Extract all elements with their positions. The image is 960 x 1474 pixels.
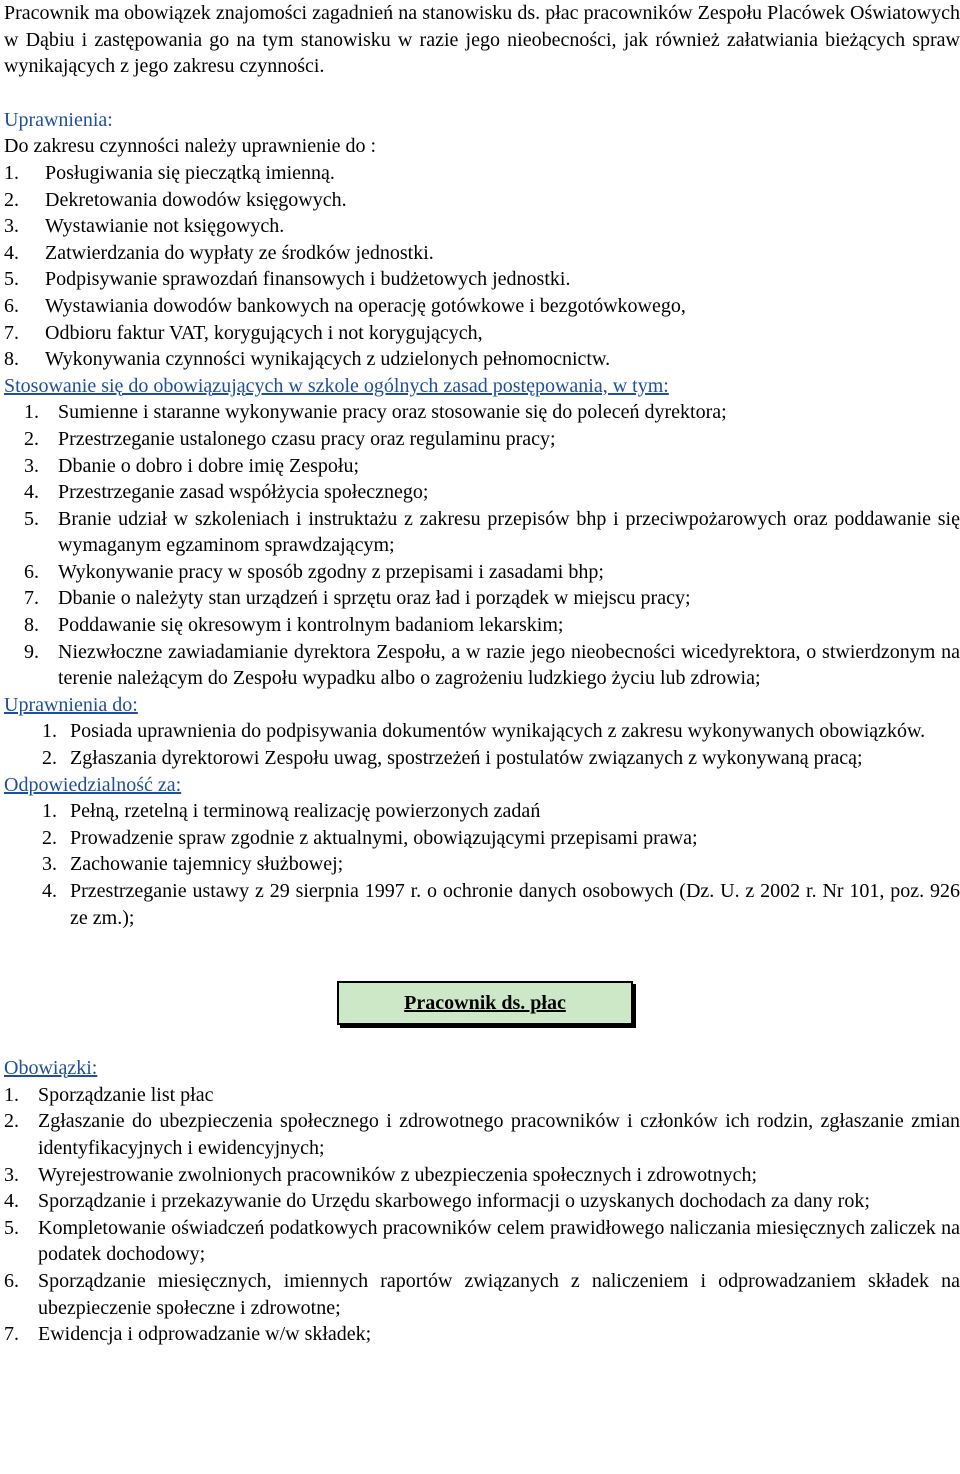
item-number: 8.: [4, 348, 19, 371]
item-text: Branie udział w szkoleniach i instruktażu z zakresu przepisów bhp i przeciwpożarowych oraz poddawanie się wymaganym egzaminom sprawdzającym;: [58, 507, 960, 557]
list-item: [4, 1162, 960, 1189]
spacer: [4, 80, 960, 107]
list-item: [4, 612, 960, 639]
list-item: [4, 266, 960, 293]
list-item: [4, 585, 960, 612]
item-text: Posiada uprawnienia do podpisywania dokumentów wynikających z zakresu wykonywanych obowiązków.: [70, 720, 926, 743]
item-number: 7.: [4, 1323, 19, 1346]
obowiazki-list: [4, 1082, 960, 1348]
list-item: [4, 1108, 960, 1161]
item-number: 9.: [24, 640, 39, 663]
item-number: 2.: [24, 427, 39, 450]
item-text: Sumienne i staranne wykonywanie pracy oraz stosowanie się do poleceń dyrektora;: [58, 401, 727, 424]
spacer: [4, 1025, 960, 1055]
list-item: [4, 639, 960, 692]
obowiazki-heading: Obowiązki:: [4, 1057, 98, 1080]
item-text: Wykonywania czynności wynikających z udzielonych pełnomocnictw.: [45, 348, 611, 371]
uprawnienia-do-heading: Uprawnienia do:: [4, 693, 138, 716]
item-number: 4.: [42, 880, 57, 902]
item-text: Posługiwania się pieczątką imienną.: [45, 161, 335, 184]
item-number: 4.: [4, 241, 19, 264]
uprawnienia-lead: Do zakresu czynności należy uprawnienie do :: [4, 135, 377, 158]
list-item: [4, 1188, 960, 1215]
item-text: Wykonywanie pracy w sposób zgodny z przepisami i zasadami bhp;: [58, 560, 604, 583]
list-item: [4, 479, 960, 506]
list-item: [4, 718, 960, 745]
list-item: [4, 1268, 960, 1321]
uprawnienia-do-list: [4, 718, 960, 771]
list-item: [4, 426, 960, 453]
list-item: [4, 1321, 960, 1348]
item-number: 3.: [24, 454, 39, 477]
item-number: 5.: [24, 507, 39, 530]
list-item: [4, 399, 960, 426]
list-item: [4, 187, 960, 214]
section-title-wrap: [4, 981, 960, 1025]
item-text: Kompletowanie oświadczeń podatkowych pracowników celem prawidłowego naliczania miesięcznych zaliczek na podatek dochodowy;: [38, 1216, 960, 1266]
list-item: [4, 825, 960, 852]
item-number: 4.: [4, 1190, 19, 1213]
list-item: [4, 878, 960, 931]
odpowiedzialnosc-heading: Odpowiedzialność za:: [4, 773, 182, 796]
item-text: Sporządzanie miesięcznych, imiennych raportów związanych z naliczeniem i odprowadzaniem składek na ubezpieczenie społeczne i zdrowotne;: [38, 1269, 960, 1319]
uprawnienia-heading: Uprawnienia:: [4, 108, 113, 131]
spacer: [4, 931, 960, 981]
stosowanie-heading: Stosowanie się do obowiązujących w szkole ogólnych zasad postępowania, w tym:: [4, 374, 669, 397]
item-number: 2.: [42, 747, 57, 770]
list-item: [4, 745, 960, 772]
item-number: 1.: [4, 1083, 19, 1106]
item-text: Dbanie o dobro i dobre imię Zespołu;: [58, 454, 360, 477]
item-number: 6.: [24, 560, 39, 583]
item-number: 1.: [42, 800, 57, 823]
item-number: 5.: [4, 268, 19, 291]
item-text: Przestrzeganie ustalonego czasu pracy oraz regulaminu pracy;: [58, 427, 556, 450]
item-text: Zachowanie tajemnicy służbowej;: [70, 853, 344, 876]
item-text: Zgłaszania dyrektorowi Zespołu uwag, spostrzeżeń i postulatów związanych z wykonywaną pracą;: [70, 747, 863, 770]
item-number: 8.: [24, 614, 39, 637]
item-text: Pełną, rzetelną i terminową realizację powierzonych zadań: [70, 800, 541, 823]
list-item: [4, 240, 960, 267]
section-title-box: Pracownik ds. płac: [337, 981, 633, 1025]
list-item: [4, 213, 960, 240]
item-number: 6.: [4, 1269, 19, 1292]
item-number: 1.: [42, 720, 57, 743]
item-text: Wystawiania dowodów bankowych na operację gotówkowe i bezgotówkowego,: [45, 294, 686, 317]
list-item: [4, 453, 960, 480]
item-number: 3.: [42, 853, 57, 876]
item-text: Przestrzeganie ustawy z 29 sierpnia 1997 r. o ochronie danych osobowych (Dz. U. z 2002 r. Nr 101, poz. 926 ze zm.);: [70, 880, 960, 929]
stosowanie-list: [4, 399, 960, 692]
item-number: 6.: [4, 294, 19, 317]
item-text: Niezwłoczne zawiadamianie dyrektora Zespołu, a w razie jego nieobecności wicedyrektora, o stwierdzonym na terenie należącym do Zespołu wypadku albo o zagrożeniu ludzkiego życiu lub zdrowia;: [58, 640, 960, 690]
item-number: 2.: [42, 826, 57, 849]
list-item: [4, 1215, 960, 1268]
item-number: 1.: [4, 161, 19, 184]
item-number: 4.: [24, 481, 39, 504]
odpowiedzialnosc-list: [4, 798, 960, 931]
list-item: [4, 798, 960, 825]
uprawnienia-list: [4, 160, 960, 373]
item-text: Sporządzanie list płac: [38, 1083, 214, 1106]
intro-paragraph: Pracownik ma obowiązek znajomości zagadnień na stanowisku ds. płac pracowników Zespołu Placówek Oświatowych w Dąbiu i zastępowania go na tym stanowisku w razie jego nieobecności, jak również załatwiania bieżących spraw wynikających z jego zakresu czynności.: [4, 2, 960, 78]
list-item: [4, 320, 960, 347]
item-number: 7.: [4, 321, 19, 344]
item-number: 1.: [24, 401, 39, 424]
list-item: [4, 1082, 960, 1109]
item-text: Sporządzanie i przekazywanie do Urzędu skarbowego informacji o uzyskanych dochodach za dany rok;: [38, 1190, 870, 1213]
item-number: 7.: [24, 587, 39, 610]
list-item: [4, 559, 960, 586]
item-number: 5.: [4, 1216, 19, 1239]
item-number: 2.: [4, 188, 19, 211]
list-item: [4, 346, 960, 373]
list-item: [4, 293, 960, 320]
item-number: 2.: [4, 1110, 19, 1133]
item-text: Przestrzeganie zasad współżycia społecznego;: [58, 481, 429, 504]
item-text: Odbioru faktur VAT, korygujących i not korygujących,: [45, 321, 483, 344]
item-text: Wystawianie not księgowych.: [45, 215, 285, 238]
item-text: Poddawanie się okresowym i kontrolnym badaniom lekarskim;: [58, 614, 564, 637]
item-text: Prowadzenie spraw zgodnie z aktualnymi, obowiązującymi przepisami prawa;: [70, 826, 698, 849]
item-text: Dbanie o należyty stan urządzeń i sprzętu oraz ład i porządek w miejscu pracy;: [58, 587, 691, 610]
document-page: [4, 0, 960, 1348]
item-number: 3.: [4, 215, 19, 238]
list-item: [4, 506, 960, 559]
item-text: Zgłaszanie do ubezpieczenia społecznego i zdrowotnego pracowników i członków ich rodzin, zgłaszanie zmian identyfikacyjnych i ewidencyjnych;: [38, 1110, 960, 1159]
item-text: Dekretowania dowodów księgowych.: [45, 188, 347, 211]
item-text: Ewidencja i odprowadzanie w/w składek;: [38, 1323, 372, 1346]
list-item: [4, 160, 960, 187]
item-text: Zatwierdzania do wypłaty ze środków jednostki.: [45, 241, 434, 264]
item-number: 3.: [4, 1163, 19, 1186]
item-text: Podpisywanie sprawozdań finansowych i budżetowych jednostki.: [45, 268, 571, 291]
item-text: Wyrejestrowanie zwolnionych pracowników z ubezpieczenia społecznych i zdrowotnych;: [38, 1163, 758, 1186]
list-item: [4, 851, 960, 878]
